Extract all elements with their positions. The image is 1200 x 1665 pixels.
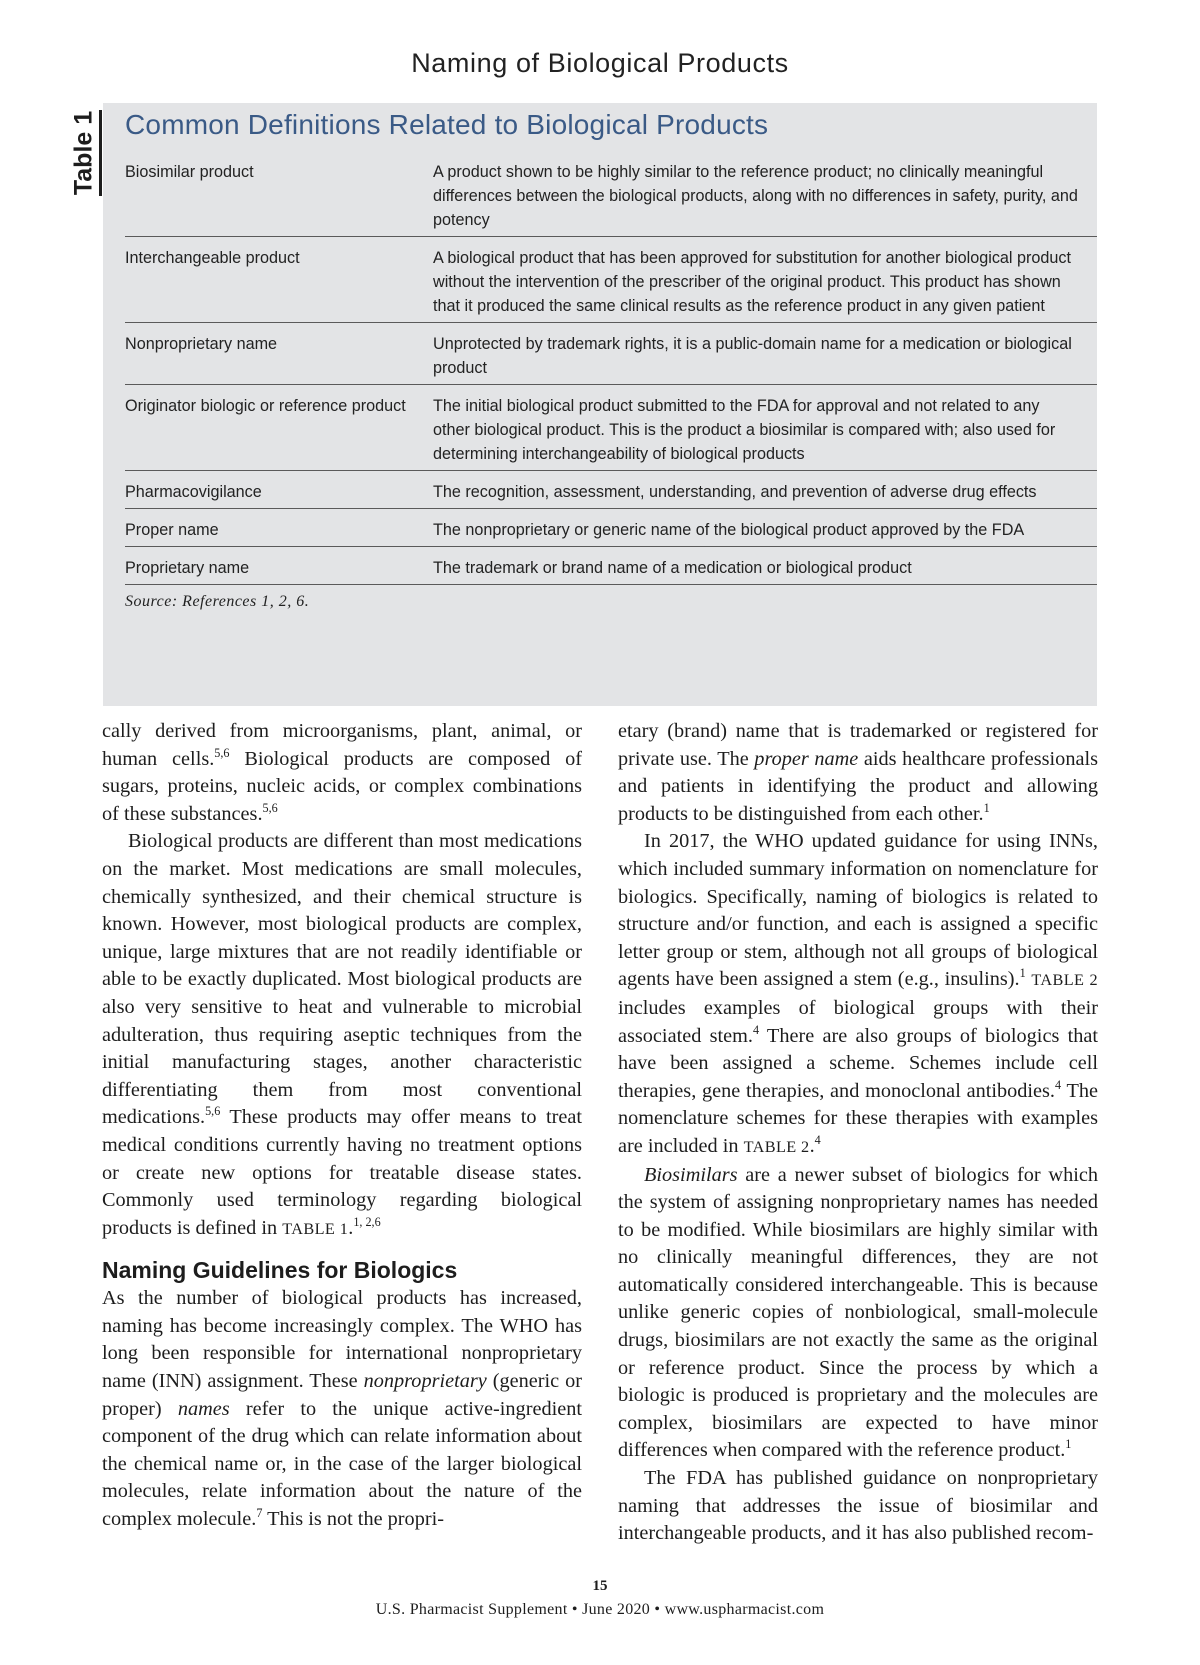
table-row [125,471,1097,509]
table-term: Originator biologic or reference product [125,397,406,415]
table-definition: The recognition, assessment, understanding, and prevention of adverse drug effects [433,483,1037,501]
reference-superscript: 1 [1065,1437,1072,1452]
table-side-label-text: Table 1 [69,110,97,196]
text-run: includes examples of biological groups with their associated stem. [618,996,1098,1047]
text-run: . [809,1134,815,1157]
emphasis: nonproprietary [363,1370,487,1393]
emphasis: Biosimilars [644,1163,738,1186]
table-side-label [68,110,102,196]
table-row [125,385,1097,471]
emphasis: proper name [754,747,859,770]
table-term: Proper name [125,521,219,539]
page-number: 15 [592,1578,608,1594]
text-run: . [348,1216,354,1239]
table-definition: A biological product that has been approved for substitution for another biological product without the intervention of the prescriber of the original product. This product has shown that it produced the same clinical results as the reference product in any given patient [433,249,1072,315]
text-run: The nomenclature schemes for these therapies with examples are included in [618,1079,1098,1157]
right-column [618,718,1098,1548]
text-run: (generic or proper) [102,1370,582,1420]
table-term: Proprietary name [125,559,250,577]
reference-superscript: 5,6 [205,1104,221,1119]
table-row [125,151,1097,237]
text-run: Biological products are composed of sugars, proteins, nucleic acids, or complex combinations of these substances. [102,747,582,825]
text-run: refer to the unique active-ingredient component of the drug which can relate information about the chemical name or, in the case of the larger biological molecules, relate information about the nature of the complex molecule. [102,1397,582,1531]
table-term: Interchangeable product [125,249,300,267]
text-run: Biological products are different than most medications on the market. Most medications are small molecules, chemically synthesized, and their chemical structure is known. However, most biological products are complex, unique, large mixtures that are not readily identifiable or able to be exactly duplicated. Most biological products are also very sensitive to heat and vulnerable to microbial adulteration, thus requiring aseptic techniques from the initial manufacturing stages, another characteristic differentiating them from most conventional medications. [102,830,582,1129]
reference-superscript: 5,6 [262,801,278,816]
page-footer: U.S. Pharmacist Supplement • June 2020 • www.uspharmacist.com [375,1601,825,1618]
emphasis: names [177,1397,230,1420]
table-title: Common Definitions Related to Biological Products [125,109,769,140]
text-run: are a newer subset of biologics for which the system of assigning nonproprietary names has needed to be modified. While biosimilars are highly similar with no clinically meaningful differences, they are not automatically considered interchangeable. This is because unlike generic copies of nonbiological, small-molecule drugs, biosimilars are not exactly the same as the original or reference product. Since the process by which a biologic is produced is proprietary and the molecules are complex, biosimilars are expected to have minor differences when compared with the reference product. [618,1163,1098,1462]
running-head: Naming of Biological Products [411,48,789,78]
table-reference: TABLE 2 [1031,971,1098,990]
table-reference: TABLE 2 [743,1137,810,1156]
paragraph [102,1285,582,1533]
text-run: There are also groups of biologics that have been assigned a scheme. Schemes include cell therapies, gene therapies, and monoclonal antibodies. [618,1024,1098,1102]
text-run: The FDA has published guidance on nonproprietary naming that addresses the issue of biosimilar and interchangeable products, and it has also published recom- [618,1467,1098,1545]
reference-superscript: 1 [983,801,990,816]
section-heading: Naming Guidelines for Biologics [102,1257,458,1284]
table-term: Pharmacovigilance [125,483,262,501]
paragraph [618,1162,1098,1466]
reference-superscript: 7 [256,1506,263,1521]
paragraph [618,718,1098,828]
text-run: cally derived from microorganisms, plant, animal, or human cells. [102,720,582,770]
table-row [125,509,1097,547]
paragraph [618,828,1098,1161]
table-reference: TABLE 1 [282,1219,349,1238]
paragraph [102,828,582,1243]
text-run: These products may offer means to treat medical conditions currently having no treatment options or create new options for treatable disease states. Commonly used terminology regarding biological products is defined in [102,1106,582,1239]
table-row [125,237,1097,323]
table-definition: Unprotected by trademark rights, it is a public-domain name for a medication or biological product [433,335,1072,377]
table-row [125,323,1097,385]
paragraph [102,718,582,828]
table-definition: The initial biological product submitted to the FDA for approval and not related to any other biological product. This is the product a biosimilar is compared with; also used for determining interchangeability of biological products [433,397,1056,463]
reference-superscript: 5,6 [214,745,230,760]
text-run: As the number of biological products has increased, naming has become increasingly complex. The WHO has long been responsible for international nonproprietary name (INN) assignment. These [102,1287,582,1393]
definitions-table [103,103,1097,706]
text-run: aids healthcare professionals and patients in identifying the product and allowing products to be distinguished from each other. [618,747,1098,825]
text-run: etary (brand) name that is trademarked or registered for private use. The [618,720,1098,770]
reference-superscript: 4 [814,1133,821,1148]
reference-superscript: 1 [1019,966,1026,981]
reference-superscript: 1, 2,6 [353,1214,381,1229]
left-column [102,718,582,1534]
paragraph [618,1465,1098,1548]
table-row [125,547,1097,585]
reference-superscript: 4 [752,1022,760,1037]
table-definition: The trademark or brand name of a medication or biological product [433,559,912,577]
table-definition: A product shown to be highly similar to the reference product; no clinically meaningful differences between the biological products, along with no differences in safety, purity, and potency [433,163,1078,229]
table-definition: The nonproprietary or generic name of the biological product approved by the FDA [433,521,1025,539]
text-run: This is not the propri- [262,1508,444,1531]
reference-superscript: 4 [1055,1077,1062,1092]
table-term: Biosimilar product [125,163,254,181]
table-source: Source: References 1, 2, 6. [125,593,310,610]
text-run: In 2017, the WHO updated guidance for using INNs, which included summary information on nomenclature for biologics. Specifically, naming of biologics is related to structure and/or function, and each is assigned a specific letter group or stem, although not all groups of biological agents have been assigned a stem (e.g., insulins). [618,830,1098,991]
table-term: Nonproprietary name [125,335,278,353]
